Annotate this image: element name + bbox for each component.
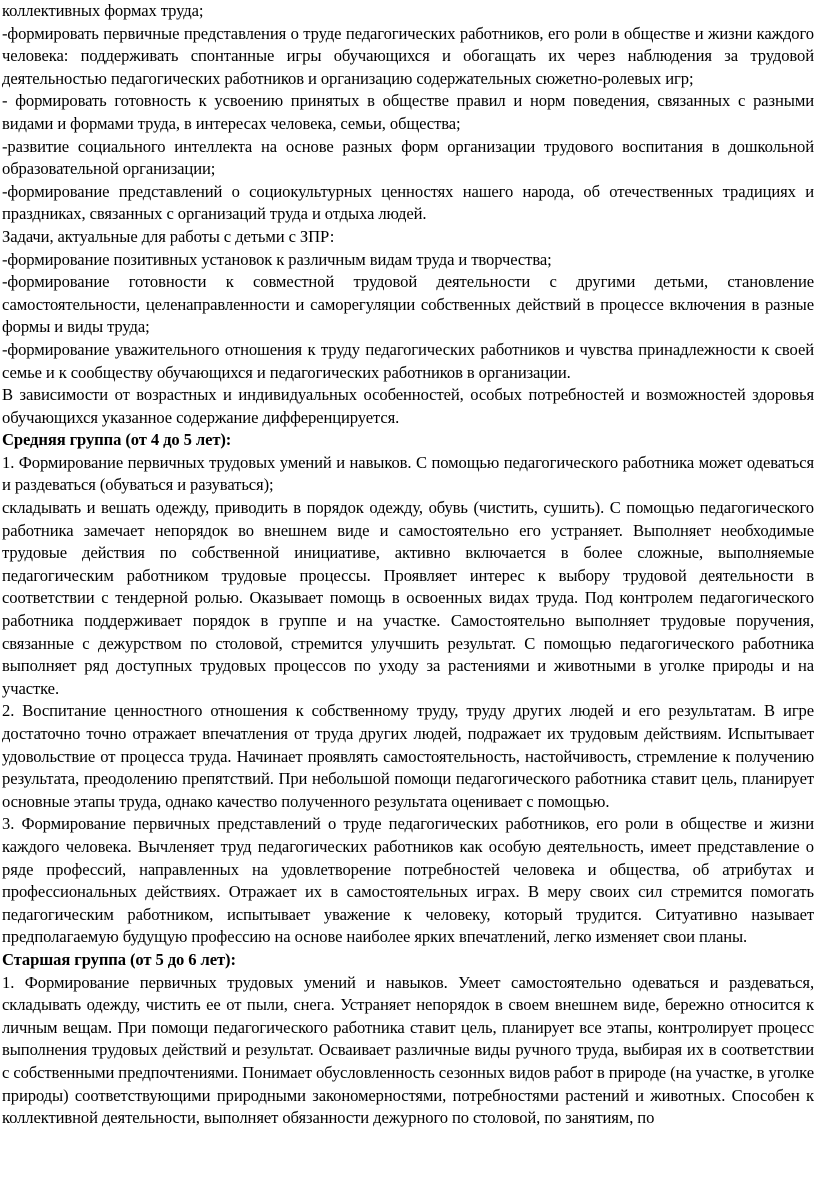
paragraph: складывать и вешать одежду, приводить в порядок одежду, обувь (чистить, сушить). С помощью педагогического работника замечает непорядок во внешнем виде и самостоятельно его устраняет. Выполняет необходимые трудовые действия по собственной инициативе, активно включается в более сложные, выполняемые педагогическим работником трудовые процессы. Проявляет интерес к выбору трудовой деятельности в соответствии с тендерной ролью. Оказывает помощь в освоенных видах труда. Под контролем педагогического работника поддерживает порядок в группе и на участке. Самостоятельно выполняет трудовые поручения, связанные с дежурством по столовой, стремится улучшить результат. С помощью педагогического работника выполняет ряд доступных трудовых процессов по уходу за растениями и животными в уголке природы и на участке. (2, 498, 814, 698)
paragraph: -формировать первичные представления о труде педагогических работников, его роли в обществе и жизни каждого человека: поддерживать спонтанные игры обучающихся и обогащать их через наблюдения за трудовой деятельностью педагогических работников и организацию содержательных сюжетно-ролевых игр; (2, 23, 814, 88)
paragraph: -формирование готовности к совместной трудовой деятельности с другими детьми, становление самостоятельности, целенаправленности и саморегуляции собственных действий в процессе включения в разные формы и виды труда; (2, 272, 814, 337)
paragraph: - формировать готовность к усвоению принятых в обществе правил и норм поведения, связанных с разными видами и формами труда, в интересах человека, семьи, общества; (2, 91, 814, 133)
paragraph: -формирование уважительного отношения к труду педагогических работников и чувства принадлежности к своей семье и к сообществу обучающихся и педагогических работников в организации. (2, 339, 814, 382)
paragraph: 1. Формирование первичных трудовых умений и навыков. С помощью педагогического работника может одеваться и раздеваться (обуваться и разуваться); (2, 452, 814, 495)
paragraph: 2. Воспитание ценностного отношения к собственному труду, труду других людей и его результатам. В игре достаточно точно отражает впечатления от труда других людей, подражает их трудовым действиям. Испытывает удовольствие от процесса труда. Начинает проявлять самостоятельность, настойчивость, стремление к получению результата, преодолению препятствий. При небольшой помощи педагогического работника ставит цель, планирует основные этапы труда, однако качество полученного результата оценивает с помощью. (2, 701, 814, 811)
paragraph: коллективных формах труда; (2, 1, 204, 20)
paragraph: -формирование позитивных установок к различным видам труда и творчества; (2, 249, 552, 269)
paragraph: -развитие социального интеллекта на основе разных форм организации трудового воспитания в дошкольной образовательной организации; (2, 136, 814, 179)
paragraph: -формирование представлений о социокультурных ценностях нашего народа, об отечественных традициях и праздниках, связанных с организаций труда и отдыха людей. (2, 181, 814, 224)
paragraph: 1. Формирование первичных трудовых умений и навыков. Умеет самостоятельно одеваться и раздеваться, складывать одежду, чистить ее от пыли, снега. Устраняет непорядок в своем внешнем виде, бережно относится к личным вещам. При помощи педагогического работника ставит цель, планирует все этапы, контролирует процесс выполнения трудовых действий и результат. Осваивает различные виды ручного труда, выбирая их в соответствии с собственными предпочтениями. Понимает обусловленность сезонных видов работ в природе (на участке, в уголке природы) соответствующими природными закономерностями, потребностями растений и животных. Способен к коллективной деятельности, выполняет обязанности дежурного по столовой, по занятиям, по (2, 972, 814, 1128)
section-heading-middle-group: Средняя группа (от 4 до 5 лет): (2, 430, 232, 450)
paragraph: Задачи, актуальные для работы с детьми с ЗПР: (2, 226, 335, 246)
paragraph: 3. Формирование первичных представлений о труде педагогических работников, его роли в обществе и жизни каждого человека. Вычленяет труд педагогических работников как особую деятельность, имеет представление о ряде профессий, направленных на удовлетворение потребностей человека и общества, об атрибутах и профессиональных действиях. Отражает их в самостоятельных играх. В меру своих сил стремится помогать педагогическим работником, испытывает уважение к человеку, который трудится. Ситуативно называет предполагаемую будущую профессию на основе наиболее ярких впечатлений, легко изменяет свои планы. (2, 814, 814, 947)
paragraph: В зависимости от возрастных и индивидуальных особенностей, особых потребностей и возможностей здоровья обучающихся указанное содержание дифференцируется. (2, 385, 814, 427)
document-page (2, 0, 814, 1130)
section-heading-senior-group: Старшая группа (от 5 до 6 лет): (2, 949, 236, 969)
